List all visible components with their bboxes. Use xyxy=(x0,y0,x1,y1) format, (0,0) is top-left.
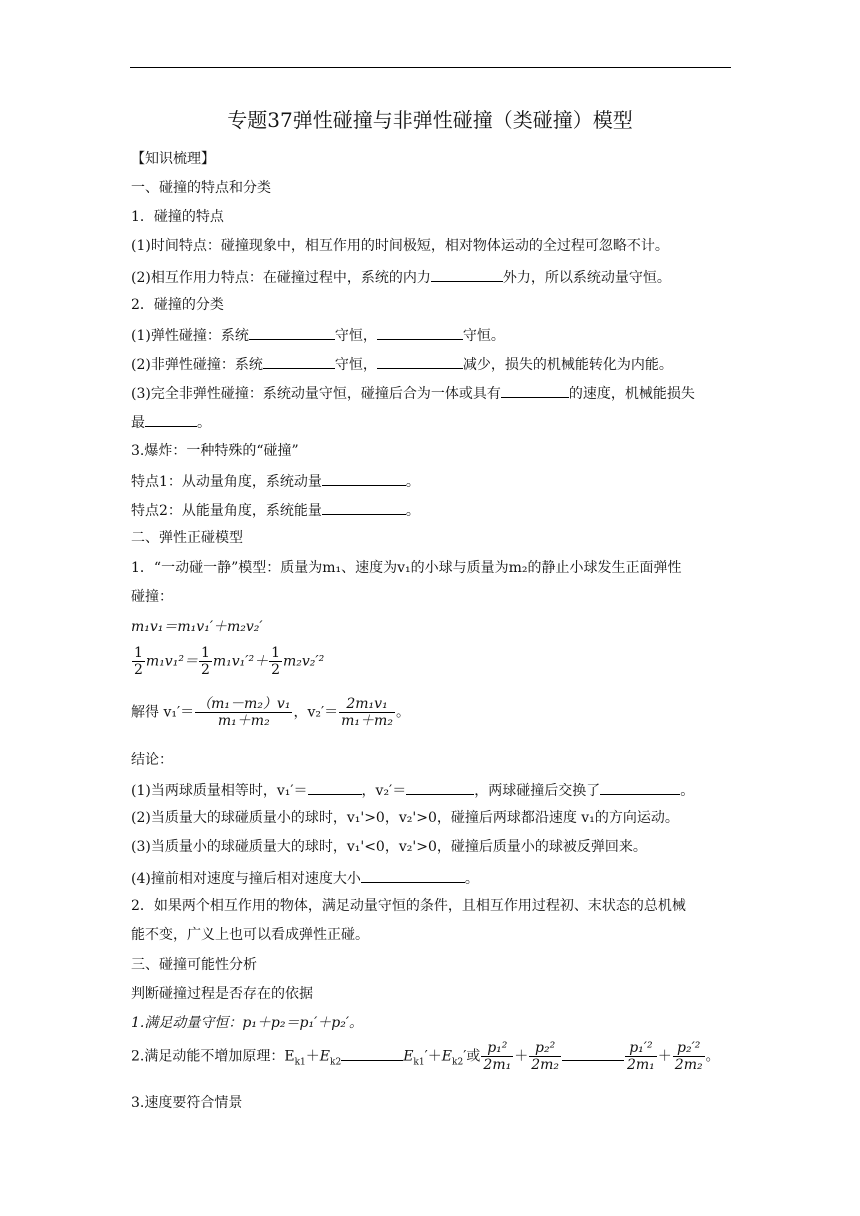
section-2-heading: 二、弹性正碰模型 xyxy=(131,530,243,546)
denominator: 2 xyxy=(134,662,143,678)
text: 或 xyxy=(466,1048,481,1065)
denominator: 2 xyxy=(200,662,210,678)
numerator: p₂² xyxy=(529,1040,561,1057)
text: ＋ xyxy=(514,1048,529,1065)
equation-momentum xyxy=(131,617,263,637)
blank xyxy=(322,499,406,515)
text: 外力，所以系统动量守恒。 xyxy=(502,270,671,286)
paragraph: 1．“一动碰一静”模型：质量为m₁、速度为v₁的小球与质量为m₂的静止小球发生正面弹性 xyxy=(131,560,682,576)
denominator: m₁＋m₂ xyxy=(341,713,393,729)
numerator: p₁² xyxy=(481,1040,513,1057)
paragraph: 能不变，广义上也可以看成弹性正碰。 xyxy=(131,927,369,943)
denominator: m₁＋m₂ xyxy=(217,713,270,729)
numerator: 1 xyxy=(200,645,210,661)
equation-energy xyxy=(131,645,324,678)
text: 1.满足动量守恒：p₁＋p₂＝p₁′＋p₂′。 xyxy=(131,1015,364,1031)
denominator: 2m₂ xyxy=(531,1057,559,1073)
denominator: 2m₁ xyxy=(483,1057,512,1073)
paragraph: (2)当质量大的球碰质量小的球时，v₁'>0，v₂'>0，碰撞后两球都沿速度 v₁的方向运动。 xyxy=(131,810,679,826)
subsection-1-3: 3.爆炸：一种特殊的“碰撞” xyxy=(131,443,299,459)
denominator: 2m₁ xyxy=(627,1057,655,1073)
equation-solution xyxy=(131,696,410,729)
numerator: p₂′² xyxy=(673,1040,705,1057)
fraction xyxy=(481,1040,513,1073)
subsection-1-1: 1．碰撞的特点 xyxy=(131,209,224,225)
denominator: 2 xyxy=(271,662,280,678)
fraction xyxy=(269,645,282,678)
blank xyxy=(377,353,463,369)
paragraph: 判断碰撞过程是否存在的依据 xyxy=(131,986,313,1002)
text: 。 xyxy=(395,704,410,721)
blank xyxy=(600,779,680,795)
text: 。 xyxy=(197,415,211,431)
paragraph: (1)时间特点：碰撞现象中，相互作用的时间极短，相对物体运动的全过程可忽略不计。 xyxy=(131,238,669,254)
text: 守恒， xyxy=(334,357,377,373)
text: (1)当两球质量相等时，v₁′＝ xyxy=(131,783,308,799)
text: 。 xyxy=(405,503,420,519)
paragraph xyxy=(131,499,420,521)
fraction xyxy=(132,645,145,678)
blank xyxy=(249,324,335,340)
blank xyxy=(406,779,474,795)
subsection-1-2: 2．碰撞的分类 xyxy=(131,297,224,313)
blank xyxy=(501,382,569,398)
text: 解得 v₁′＝ xyxy=(131,704,195,721)
paragraph xyxy=(131,324,505,346)
text: m₁v₁′²＋ xyxy=(212,653,269,670)
paragraph: 2．如果两个相互作用的物体，满足动量守恒的条件，且相互作用过程初、末状态的总机械 xyxy=(131,898,686,914)
text: 减少，损失的机械能转化为内能。 xyxy=(462,357,673,373)
blank xyxy=(145,411,197,427)
text: E xyxy=(403,1048,414,1065)
numerator: （m₁－m₂）v₁ xyxy=(197,696,291,712)
header-rule xyxy=(130,67,731,68)
page-title: 专题37弹性碰撞与非弹性碰撞（类碰撞）模型 xyxy=(227,108,633,132)
denominator: 2m₂ xyxy=(674,1057,703,1073)
blank xyxy=(308,779,362,795)
text: 。 xyxy=(705,1048,720,1065)
paragraph xyxy=(131,353,673,375)
text: (2)相互作用力特点：在碰撞过程中，系统的内力 xyxy=(131,270,431,286)
text: (4)撞前相对速度与撞后相对速度大小 xyxy=(131,871,361,887)
equation-energy-condition: 2.满足动能不增加原理：$E_{k1}+E_{k2}$ $E_{k1}'+E_{k2}'$或 $\frac{\text{p₁²}}{\text{2m₁}}$ ＋ $\frac{\text{p₂²}}{\text{2m₂}}$ $\frac{\text{p₁′²}}{\text{2m₁}}$ ＋ $\frac{\text{p₂′²}}{\text{2m₂}}$ 。 xyxy=(131,1040,720,1073)
text: 的速度，机械能损失 xyxy=(568,386,695,402)
numerator: p₁′² xyxy=(625,1040,657,1057)
paragraph xyxy=(131,867,479,889)
text: 最 xyxy=(131,415,145,431)
text: m₂v₂′² xyxy=(283,653,325,670)
text: ，v₂′＝ xyxy=(361,783,407,799)
blank xyxy=(377,324,463,340)
blank xyxy=(431,266,503,282)
fraction xyxy=(625,1040,657,1073)
blank xyxy=(361,867,465,883)
text: 守恒， xyxy=(334,328,377,344)
text: 。 xyxy=(405,474,420,490)
fraction xyxy=(339,696,395,729)
text: 特点2：从能量角度，系统能量 xyxy=(131,503,322,519)
paragraph xyxy=(131,411,211,433)
blank xyxy=(263,353,335,369)
conclusion-heading: 结论： xyxy=(131,752,173,768)
section-3-heading: 三、碰撞可能性分析 xyxy=(131,957,257,973)
text: (1)弹性碰撞：系统 xyxy=(131,328,249,344)
paragraph: 碰撞： xyxy=(131,589,173,605)
text: ＋ xyxy=(657,1048,672,1065)
blank xyxy=(341,1045,403,1061)
numerator: 2m₁v₁ xyxy=(339,696,395,713)
text: m₁v₁²＝ xyxy=(145,653,198,670)
paragraph xyxy=(131,470,420,492)
text: ，两球碰撞后交换了 xyxy=(474,783,601,799)
text: (3)完全非弹性碰撞：系统动量守恒，碰撞后合为一体或具有 xyxy=(131,386,501,402)
paragraph: (3)当质量小的球碰质量大的球时，v₁'<0，v₂'>0，碰撞后质量小的球被反弹回来。 xyxy=(131,839,647,855)
blank xyxy=(562,1045,624,1061)
fraction xyxy=(529,1040,561,1073)
numerator: 1 xyxy=(134,645,143,661)
paragraph xyxy=(131,1013,363,1033)
text: 守恒。 xyxy=(462,328,505,344)
fraction xyxy=(673,1040,705,1073)
text: ，v₂′＝ xyxy=(293,704,339,721)
fraction xyxy=(199,645,212,678)
paragraph xyxy=(131,266,671,288)
text: 。 xyxy=(680,783,695,799)
paragraph: 3.速度要符合情景 xyxy=(131,1095,243,1111)
text: (2)非弹性碰撞：系统 xyxy=(131,357,263,373)
blank xyxy=(322,470,406,486)
fraction xyxy=(195,696,292,729)
text: m₁v₁＝m₁v₁′＋m₂v₂′ xyxy=(131,619,263,635)
text: 特点1：从动量角度，系统动量 xyxy=(131,474,322,490)
text: 2.满足动能不增加原理：E xyxy=(131,1048,295,1065)
knowledge-header: 【知识梳理】 xyxy=(131,151,215,167)
numerator: 1 xyxy=(271,645,280,661)
paragraph xyxy=(131,779,694,801)
paragraph xyxy=(131,382,695,404)
text: 。 xyxy=(464,871,479,887)
section-1-heading: 一、碰撞的特点和分类 xyxy=(131,180,271,196)
